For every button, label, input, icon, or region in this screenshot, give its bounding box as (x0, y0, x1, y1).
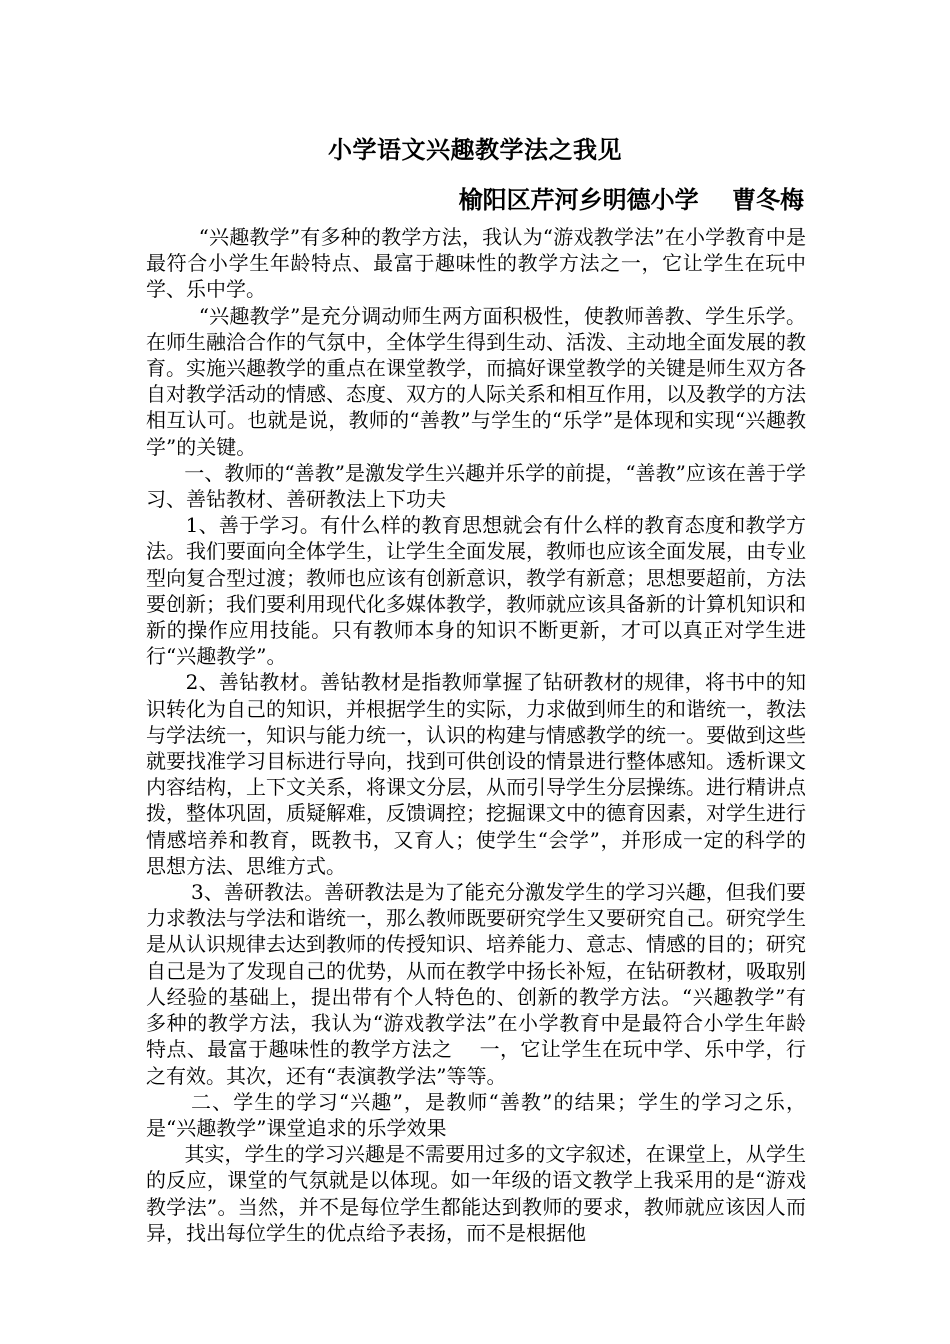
document-body (146, 224, 806, 1246)
paragraph: 2、善钻教材。善钻教材是指教师掌握了钻研教材的规律，将书中的知识转化为自己的知识，并根据学生的实际，力求做到师生的和谐统一，教法与学法统一，知识与能力统一，认识的构建与情感教学的统一。要做到这些就要找准学习目标进行导向，找到可供创设的情景进行整体感知。透析课文内容结构，上下文关系，将课文分层，从而引导学生分层操练。进行精讲点拨，整体巩固，质疑解难，反馈调控；挖掘课文中的德育因素，对学生进行情感培养和教育，既教书，又育人；使学生“会学”，并形成一定的科学的思想方法、思维方式。 (146, 670, 806, 878)
paragraph: 其实，学生的学习兴趣是不需要用过多的文字叙述，在课堂上，从学生的反应，课堂的气氛就是以体现。如一年级的语文教学上我采用的是“游戏教学法”。当然，并不是每位学生都能达到教师的要求，教师就应该因人而异，找出每位学生的优点给予表扬，而不是根据他 (146, 1142, 806, 1245)
paragraph: 一、教师的“善教”是激发学生兴趣并乐学的前提，“善教”应该在善于学习、善钻教材、善研教法上下功夫 (146, 460, 806, 512)
paragraph: 二、学生的学习“兴趣”，是教师“善教”的结果；学生的学习之乐，是“兴趣教学”课堂追求的乐学效果 (146, 1089, 806, 1140)
paragraph: “兴趣教学”是充分调动师生两方面积极性，使教师善教、学生乐学。在师生融洽合作的气氛中，全体学生得到生动、活泼、主动地全面发展的教育。实施兴趣教学的重点在课堂教学，而搞好课堂教学的关键是师生双方各自对教学活动的情感、态度、双方的人际关系和相互作用，以及教学的方法相互认可。也就是说，教师的“善教”与学生的“乐学”是体现和实现“兴趣教学”的关键。 (146, 303, 807, 459)
paragraph: 3、善研教法。善研教法是为了能充分激发学生的学习兴趣，但我们要力求教法与学法和谐统一，那么教师既要研究学生又要研究自己。研究学生是从认识规律去达到教师的传授知识、培养能力、意志、情感的目的；研究自己是为了发现自己的优势，从而在教学中扬长补短，在钻研教材，吸取别人经验的基础上，提出带有个人特色的、创新的教学方法。“兴趣教学”有多种的教学方法，我认为“游戏教学法”在小学教育中是最符合小学生年龄特点、最富于趣味性的教学方法之 一，它让学生在玩中学、乐中学，行之有效。其次，还有“表演教学法”等等。 (146, 880, 806, 1088)
paragraph: “兴趣教学”有多种的教学方法，我认为“游戏教学法”在小学教育中是最符合小学生年龄特点、最富于趣味性的教学方法之一，它让学生在玩中学、乐中学。 (146, 225, 807, 302)
author-line: 榆阳区芹河乡明德小学 曹冬梅 (458, 185, 804, 214)
document-title: 小学语文兴趣教学法之我见 (328, 135, 622, 164)
paragraph: 1、善于学习。有什么样的教育思想就会有什么样的教育态度和教学方法。我们要面向全体学生，让学生全面发展，教师也应该全面发展，由专业型向复合型过渡；教师也应该有创新意识，教学有新意；思想要超前，方法要创新；我们要利用现代化多媒体教学，教师就应该具备新的计算机知识和新的操作应用技能。只有教师本身的知识不断更新，才可以真正对学生进行“兴趣教学”。 (146, 513, 806, 669)
